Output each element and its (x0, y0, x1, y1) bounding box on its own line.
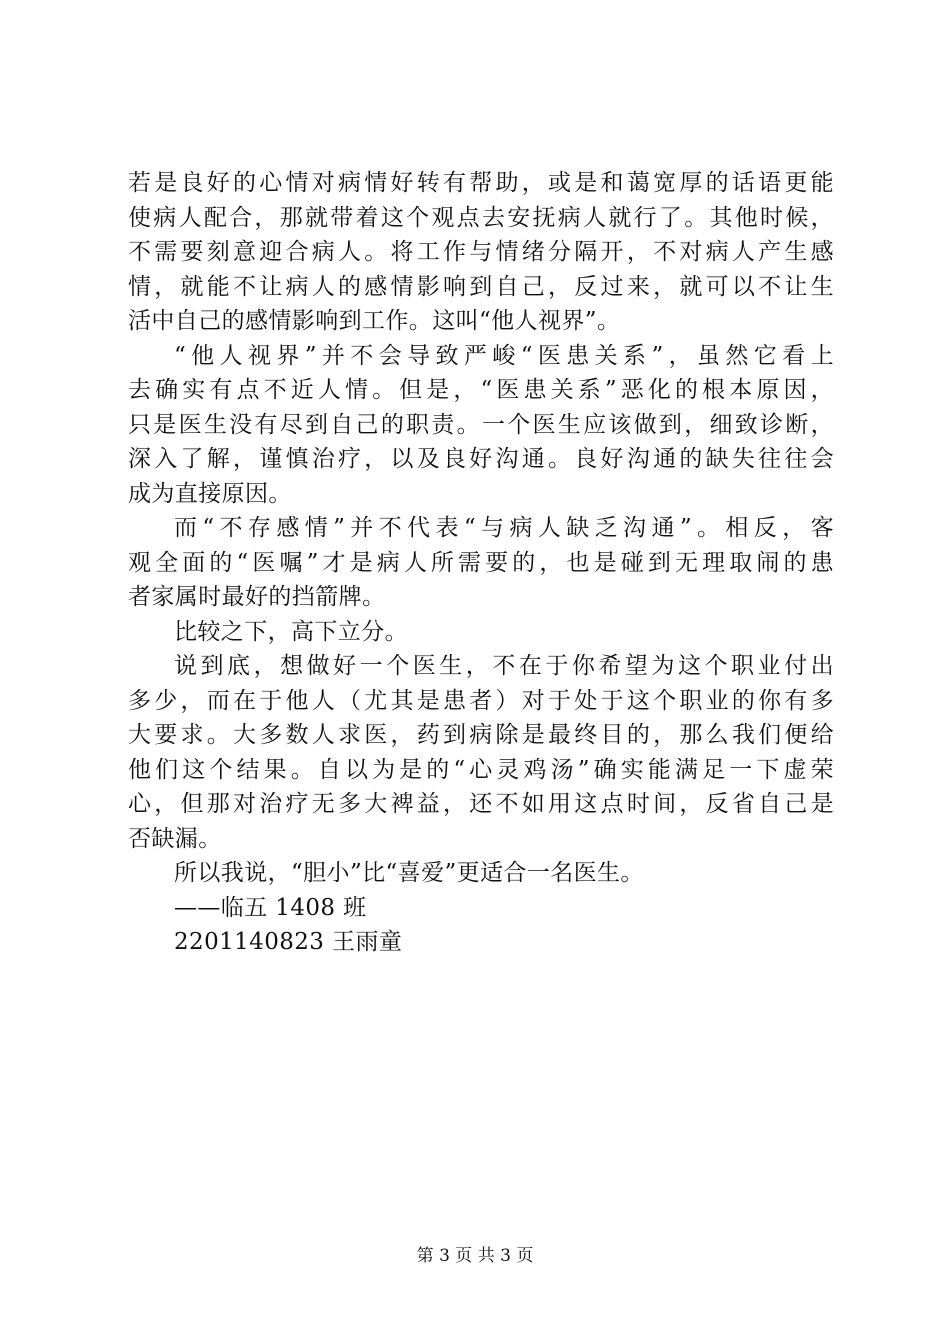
text-line: 使病人配合，那就带着这个观点去安抚病人就行了。其他时候， (128, 204, 834, 231)
text-line: 大要求。大多数人求医，药到病除是最终目的，那么我们便给 (128, 722, 834, 748)
signature-class-line: ——临五 1408 班 (174, 894, 367, 921)
text-line: 去确实有点不近人情。但是，“医患关系”恶化的根本原因， (128, 377, 834, 403)
paragraph-start-line: 说到底，想做好一个医生，不在于你希望为这个职业付出 (174, 653, 834, 679)
text-line: 者家属时最好的挡箭牌。 (128, 584, 386, 610)
text-line: 活中自己的感情影响到工作。这叫“他人视界”。 (128, 308, 621, 334)
text-line: 观全面的“医嘱”才是病人所需要的，也是碰到无理取闹的患 (128, 549, 834, 576)
text-line: 多少，而在于他人（尤其是患者）对于处于这个职业的你有多 (128, 687, 834, 714)
text-line: 不需要刻意迎合病人。将工作与情绪分隔开，不对病人产生感 (128, 239, 834, 265)
text-line: 否缺漏。 (128, 825, 222, 852)
text-line: 情，就能不让病人的感情影响到自己，反过来，就可以不让生 (128, 273, 834, 300)
text-line: 他们这个结果。自以为是的“心灵鸡汤”确实能满足一下虚荣 (128, 756, 834, 783)
document-body (128, 166, 834, 960)
paragraph-start-line: 而“不存感情”并不代表“与病人缺乏沟通”。相反，客 (174, 515, 834, 541)
paragraph-start-line: “他人视界”并不会导致严峻“医患关系”，虽然它看上 (174, 342, 834, 369)
page-number-footer: 第 3 页 共 3 页 (416, 1246, 534, 1266)
paragraph-start-line: 所以我说，“胆小”比“喜爱”更适合一名医生。 (174, 860, 644, 886)
text-line: 深入了解，谨慎治疗，以及良好沟通。良好沟通的缺失往往会 (128, 446, 834, 472)
text-line: 心，但那对治疗无多大裨益，还不如用这点时间，反省自己是 (128, 791, 834, 817)
text-line: 只是医生没有尽到自己的职责。一个医生应该做到，细致诊断， (128, 411, 834, 438)
signature-author-line: 2201140823 王雨童 (174, 929, 403, 955)
paragraph-start-line: 比较之下，高下立分。 (174, 618, 408, 645)
text-line: 若是良好的心情对病情好转有帮助，或是和蔼宽厚的话语更能 (128, 170, 834, 196)
text-line: 成为直接原因。 (128, 480, 292, 507)
